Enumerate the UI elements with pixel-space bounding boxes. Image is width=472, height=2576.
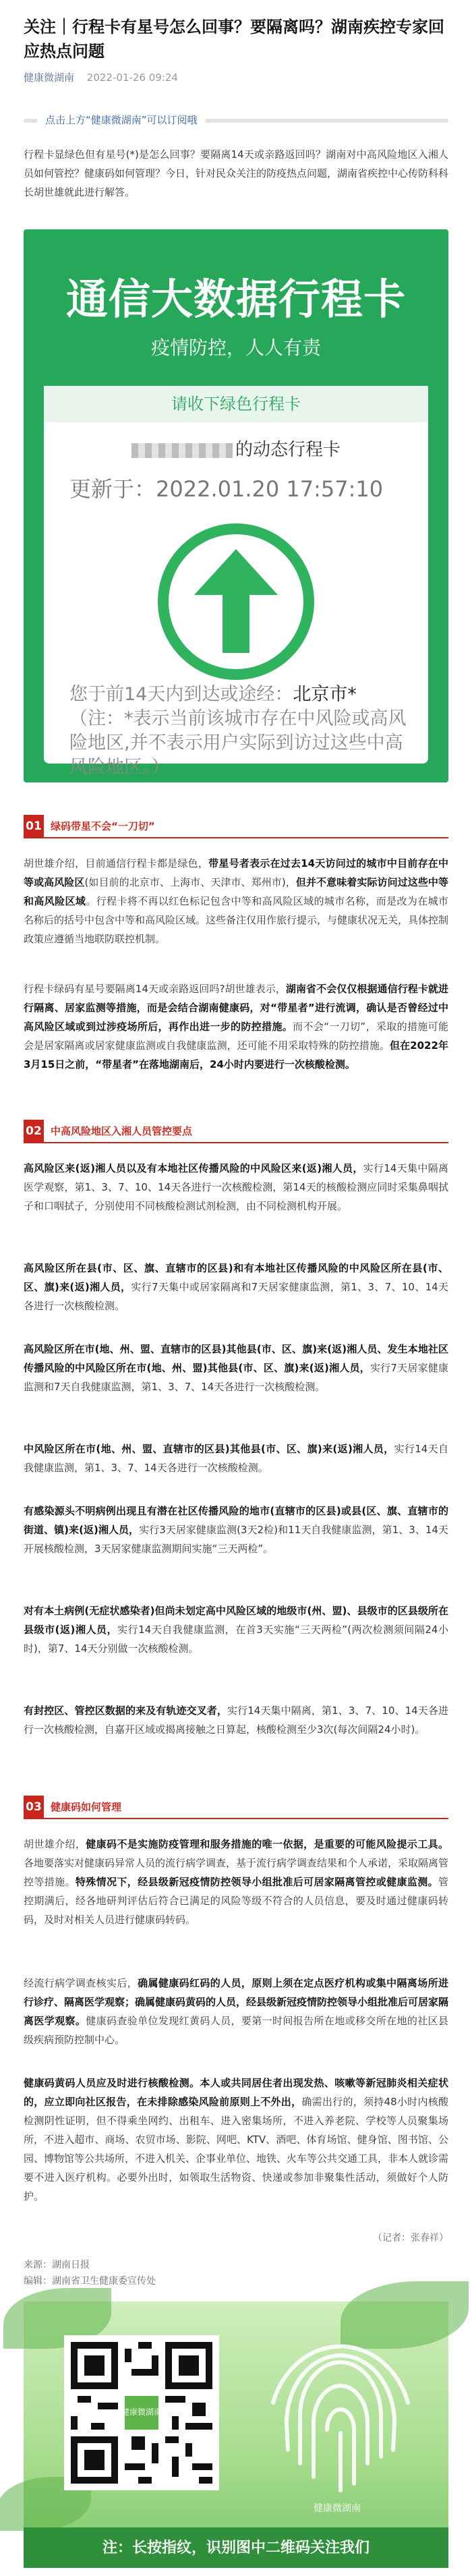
section-number: 03 <box>24 1796 44 1819</box>
intro-paragraph: 行程卡显绿色但有星号(*)是怎么回事？要隔离14天或亲路返回吗？湖南对中高风险地区入湘人员如何管控？健康码如何管理？今日，针对民众关注的防疫热点问题，湖南省疾控中心传防科科长胡世雄就此进行解答。 <box>24 148 449 198</box>
section-03-header <box>24 1796 448 1819</box>
watermark: 健康微湖南 <box>314 2503 361 2514</box>
trip-card-subtitle: 疫情防控，人人有责 <box>150 337 321 359</box>
article-title: 关注｜行程卡有星号怎么回事？要隔离吗？湖南疾控专家回应热点问题 <box>24 18 444 61</box>
qr-label: 健康微湖南 <box>121 2407 162 2417</box>
trip-card-image <box>24 229 448 782</box>
section-number: 02 <box>24 1120 44 1143</box>
section-03-para-1: 胡世雄介绍，健康码不是实施防疫管理和服务措施的唯一依据，是重要的可能风险提示工具。各地要落实对健康码异常人员的流行病学调查，基于流行病学调查结果和个人承诺，采取隔离管控等措施。特殊情况下，经县级新冠疫情防控领导小组批准后可居家隔离管控或健康监测。管控期满后，经各地研判评估后符合已满足的风险等级不符合的人员信息，要及时通过健康码转码，及时对相关人员进行健康码转码。 <box>24 1838 449 1926</box>
route-city: 北京市* <box>293 684 357 705</box>
article-meta <box>24 70 178 84</box>
publish-date: 2022-01-26 09:24 <box>86 71 178 84</box>
section-01-para-1: 胡世雄介绍，目前通信行程卡都是绿色，带星号者表示在过去14天访问过的城市中目前存在中等或高风险区(如目前的北京市、上海市、天津市、郑州市)，但并不意味着实际访问过这些中等和高风险区域。行程卡将不再以红色标记包含中等和高风险区域的城市名称，而是改为在城市名称后的括号中包含中等和高风险区域。这些备注仅用作旅行提示，与健康状况无关，具体控制政策应遵循当地联防联控机制。 <box>24 857 449 945</box>
section-rule <box>24 1818 448 1819</box>
source-from: 来源：湖南日报 <box>24 2260 90 2270</box>
section-02-para-6: 对有本土病例(无症状感染者)但尚未划定高中风险区域的地级市(州、盟)、县级市的区县级所在县级市(返)湘人员，实行14天自我健康监测，在首3天实施“三天两检”(两次检测须间隔24小时)，第7、14天分别做一次核酸检测。 <box>24 1605 448 1655</box>
section-rule <box>24 837 448 838</box>
follow-hint[interactable]: 点击上方“健康微湖南”可以订阅哦 <box>37 109 206 130</box>
section-number: 01 <box>24 815 44 838</box>
trip-card-panel <box>44 386 428 778</box>
update-line <box>69 472 383 503</box>
editor-credit: （记者：张春祥） <box>373 2233 448 2243</box>
follow-banner[interactable] <box>24 109 448 131</box>
source-editor: 编辑：湖南省卫生健康委宣传处 <box>24 2276 156 2287</box>
section-02-para-2: 高风险区所在县(市、区、旗、直辖市的区县)和有本地社区传播风险的中风险区所在县(市、区、旗)来(返)湘人员，实行7天集中或居家隔离和7天居家健康监测，第1、3、7、10、14天各进行一次核酸检测。 <box>24 1262 448 1312</box>
section-rule <box>24 1142 448 1143</box>
up-arrow-circle-icon <box>155 521 317 683</box>
update-label: 更新于： <box>69 476 156 502</box>
route-note: （注：*表示当前该城市存在中风险或高风险地区,并不表示用户实际到访过这些中高风险地区。） <box>69 708 407 778</box>
section-heading: 健康码如何管理 <box>51 1801 122 1813</box>
qr-poster <box>24 2301 448 2568</box>
section-02-para-1: 高风险区来(返)湘人员以及有本地社区传播风险的中风险区来(返)湘人员，实行14天集中隔离医学观察，第1、3、7、10、14天各进行一次核酸检测，第14天的核酸检测应同时采集鼻咽拭子和口咽拭子，分别使用不同核酸检测试剂检测，由不同检测机构开展。 <box>24 1162 448 1212</box>
section-heading: 中高风险地区入湘人员管控要点 <box>51 1125 193 1137</box>
section-02-para-4: 中风险区所在市(地、州、盟、直辖市的区县)其他县(市、区、旗)来(返)湘人员，实行14天自我健康监测，第1、3、7、14天各进行一次核酸检测。 <box>24 1443 448 1474</box>
section-02-para-3: 高风险区所在市(地、州、盟、直辖市的区县)其他县(市、区、旗)来(返)湘人员、发生本地社区传播风险的中风险区所在市(地、州、盟)其他县(市、区、旗)来(返)湘人员，实行7天居家健康监测和7天自我健康监测，第1、3、7、14天各进行一次核酸检测。 <box>24 1343 448 1393</box>
section-01-header <box>24 815 448 838</box>
section-01-para-2: 行程卡绿码有星号要隔离14天或亲路返回吗?胡世雄表示，湖南省不会仅仅根据通信行程卡就进行隔离、居家监测等措施，而是会结合湖南健康码，对“带星者”进行流调，确认是否曾经过中高风险区域或到过涉疫场所后，再作出进一步的防控措施。而不会“一刀切”，采取的措施可能会是居家隔离或居家健康监测或自我健康监测，还可能不用采取特殊的防控措施。但在2022年3月15日之前，“带星者”在落地湖南后，24小时内要进行一次核酸检测。 <box>24 983 448 1070</box>
section-03-para-2: 经流行病学调查核实后，确属健康码红码的人员，原则上须在定点医疗机构或集中隔离场所进行诊疗、隔离医学观察；确属健康码黄码的人员，经县级新冠疫情防控领导小组批准后可居家隔离医学观察。健康码查验单位发现红黄码人员，要第一时间报告所在地或移交所在地的社区县级疾病预防控制中心。 <box>24 1977 449 2046</box>
section-heading: 绿码带星不会“一刀切” <box>51 820 155 832</box>
section-02-para-7: 有封控区、管控区数据的来及有轨迹交叉者，实行14天集中隔离，第1、3、7、10、14天各进行一次核酸检测，自嘉开区域或揭离接触之日算起，核酸检测至少3次(每次间隔24小时)。 <box>24 1705 448 1736</box>
route-info <box>69 683 413 780</box>
section-03-para-3: 健康码黄码人员应及时进行核酸检测。本人或共同居住者出现发热、咳嗽等新冠肺炎相关症状的，应立即向社区报告，在未排除感染风险前原则上不外出，确需出行的，须持48小时内核酸检测阴性证明，但不得乘坐网约、出租车、进入密集场所，不进入养老院、学校等人员聚集场所，不进入超市、商场、农贸市场、影院、网吧、KTV、酒吧、体育场馆、健身馆、图书馆、公园、博物馆等公共场所，不进入机关、企事业单位、地铁、火车等公共交通工具，非本人就诊需要不进入医疗机构。必要外出时，如领取生活物资、快递或参加非聚集性活动，须做好个人防护。 <box>24 2077 449 2202</box>
route-label: 您于前14天内到达或途经： <box>69 684 293 705</box>
fingerprint-icon[interactable] <box>253 2322 428 2511</box>
phone-line <box>44 436 428 461</box>
masked-phone <box>131 443 233 458</box>
section-02-para-5: 有感染源头不明病例出现且有潜在社区传播风险的地市(直辖市的区县)或县(区、旗、直辖市的街道、镇)来(返)湘人员，实行3天居家健康监测(3天2检)和11天自我健康监测，第1、3、14天开展核酸检测，3天居家健康监测期间实施“三天两检”。 <box>24 1505 448 1555</box>
section-02-header <box>24 1120 448 1143</box>
phone-suffix: 的动态行程卡 <box>235 440 341 460</box>
update-time: 2022.01.20 17:57:10 <box>156 476 384 502</box>
author-link[interactable]: 健康微湖南 <box>24 71 75 84</box>
trip-card-tag: 请收下绿色行程卡 <box>44 386 428 422</box>
poster-caption: 注：长按指纹，识别图中二维码关注我们 <box>24 2527 448 2568</box>
trip-card-title: 通信大数据行程卡 <box>65 275 406 324</box>
